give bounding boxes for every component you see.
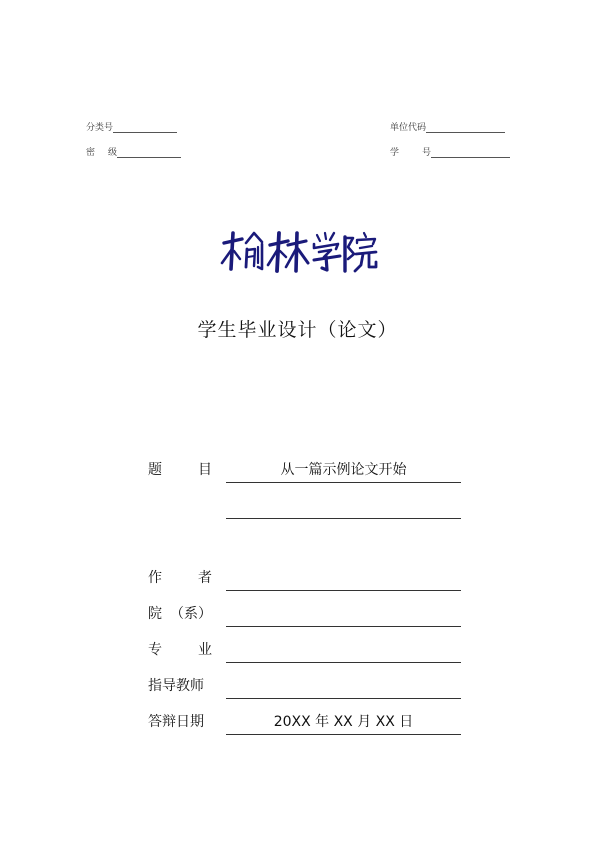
- secret-level-line[interactable]: [117, 147, 181, 158]
- topic-value[interactable]: 从一篇示例论文开始: [280, 462, 407, 478]
- student-id-line[interactable]: [431, 147, 510, 158]
- defense-date-underline: [226, 734, 461, 735]
- student-id-label: 学 号: [390, 148, 431, 158]
- classification-field: [86, 120, 177, 133]
- document-title: 学生毕业设计（论文）: [197, 319, 398, 341]
- unit-code-line[interactable]: [426, 122, 505, 133]
- topic-label: 题 目: [148, 462, 212, 478]
- defense-date-label: 答辩日期: [148, 714, 204, 730]
- defense-date-value[interactable]: 20XX 年 XX 月 XX 日: [273, 714, 414, 730]
- university-logo-calligraphy: [218, 229, 378, 277]
- classification-label: 分类号: [86, 123, 114, 133]
- major-label: 专 业: [148, 642, 212, 658]
- unit-code-label: 单位代码: [390, 123, 427, 133]
- department-underline: [226, 626, 461, 627]
- advisor-underline: [226, 698, 461, 699]
- author-underline: [226, 590, 461, 591]
- topic-underline: [226, 482, 461, 483]
- major-underline: [226, 662, 461, 663]
- topic-underline-line2: [226, 518, 461, 519]
- author-label: 作 者: [148, 570, 212, 586]
- department-label: 院 （系）: [148, 606, 212, 622]
- unit-code-field: [390, 120, 505, 133]
- secret-level-label: 密 级: [86, 148, 117, 158]
- advisor-label: 指导教师: [148, 678, 204, 694]
- student-id-field: [390, 145, 510, 158]
- classification-line[interactable]: [113, 122, 177, 133]
- secret-level-field: [86, 145, 181, 158]
- university-logo: [218, 229, 378, 277]
